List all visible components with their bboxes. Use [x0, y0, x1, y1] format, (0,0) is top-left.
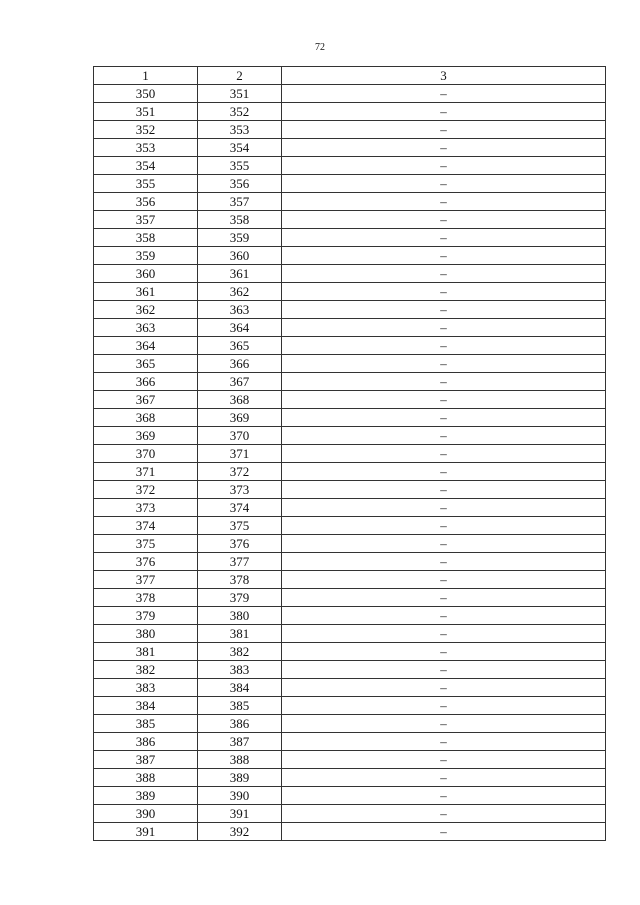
table-cell-col-1: 361: [94, 283, 198, 301]
table-cell-col-2: 356: [198, 175, 282, 193]
table-cell-col-1: 362: [94, 301, 198, 319]
table-row: [94, 643, 606, 661]
table-cell-col-2: 391: [198, 805, 282, 823]
table-cell-col-3: –: [282, 391, 606, 409]
table-row: [94, 733, 606, 751]
table-cell-col-2: 358: [198, 211, 282, 229]
table-cell-col-3: –: [282, 607, 606, 625]
table-cell-col-3: –: [282, 337, 606, 355]
table-cell-col-1: 353: [94, 139, 198, 157]
table-cell-col-3: –: [282, 733, 606, 751]
table-row: [94, 715, 606, 733]
table-row: [94, 787, 606, 805]
table-cell-col-3: –: [282, 247, 606, 265]
table-cell-col-3: –: [282, 85, 606, 103]
table-cell-col-3: –: [282, 535, 606, 553]
table-cell-col-1: 379: [94, 607, 198, 625]
table-cell-col-1: 390: [94, 805, 198, 823]
table-cell-col-1: 364: [94, 337, 198, 355]
table-cell-col-2: 375: [198, 517, 282, 535]
table-cell-col-1: 355: [94, 175, 198, 193]
table-cell-col-1: 381: [94, 643, 198, 661]
table-row: [94, 391, 606, 409]
page-number: 72: [315, 42, 325, 53]
table-row: [94, 481, 606, 499]
table-cell-col-2: 386: [198, 715, 282, 733]
column-header-2: 2: [198, 67, 282, 85]
table-row: [94, 769, 606, 787]
table-cell-col-3: –: [282, 463, 606, 481]
table-cell-col-3: –: [282, 751, 606, 769]
table-cell-col-3: –: [282, 211, 606, 229]
table-cell-col-3: –: [282, 157, 606, 175]
table-cell-col-3: –: [282, 139, 606, 157]
table-cell-col-3: –: [282, 823, 606, 841]
table-cell-col-3: –: [282, 121, 606, 139]
table-cell-col-1: 366: [94, 373, 198, 391]
table-cell-col-3: –: [282, 715, 606, 733]
table-cell-col-3: –: [282, 805, 606, 823]
table-row: [94, 823, 606, 841]
column-header-3: 3: [282, 67, 606, 85]
table-row: [94, 229, 606, 247]
table-cell-col-2: 362: [198, 283, 282, 301]
table-row: [94, 247, 606, 265]
table-cell-col-3: –: [282, 769, 606, 787]
table-cell-col-1: 384: [94, 697, 198, 715]
table-cell-col-3: –: [282, 499, 606, 517]
table-cell-col-3: –: [282, 571, 606, 589]
table-cell-col-2: 372: [198, 463, 282, 481]
table-cell-col-3: –: [282, 409, 606, 427]
table-cell-col-3: –: [282, 319, 606, 337]
table-cell-col-2: 370: [198, 427, 282, 445]
table-cell-col-1: 350: [94, 85, 198, 103]
table-cell-col-2: 389: [198, 769, 282, 787]
table-cell-col-2: 363: [198, 301, 282, 319]
table-row: [94, 589, 606, 607]
table-cell-col-1: 351: [94, 103, 198, 121]
table-row: [94, 85, 606, 103]
table-cell-col-1: 389: [94, 787, 198, 805]
table-cell-col-2: 374: [198, 499, 282, 517]
table-cell-col-2: 352: [198, 103, 282, 121]
table-row: [94, 517, 606, 535]
table-row: [94, 175, 606, 193]
table-row: [94, 661, 606, 679]
table-cell-col-2: 383: [198, 661, 282, 679]
table-cell-col-3: –: [282, 427, 606, 445]
table-cell-col-2: 369: [198, 409, 282, 427]
table-cell-col-2: 378: [198, 571, 282, 589]
table-row: [94, 301, 606, 319]
table-cell-col-3: –: [282, 373, 606, 391]
table-cell-col-1: 375: [94, 535, 198, 553]
table-cell-col-1: 367: [94, 391, 198, 409]
table-row: [94, 571, 606, 589]
table-row: [94, 535, 606, 553]
table-cell-col-1: 357: [94, 211, 198, 229]
table-cell-col-2: 379: [198, 589, 282, 607]
table-cell-col-1: 356: [94, 193, 198, 211]
table-cell-col-3: –: [282, 265, 606, 283]
table-cell-col-3: –: [282, 643, 606, 661]
table-cell-col-1: 373: [94, 499, 198, 517]
table-cell-col-1: 370: [94, 445, 198, 463]
table-cell-col-3: –: [282, 553, 606, 571]
table-cell-col-3: –: [282, 445, 606, 463]
table-row: [94, 121, 606, 139]
table-cell-col-1: 358: [94, 229, 198, 247]
table-row: [94, 157, 606, 175]
table-cell-col-1: 371: [94, 463, 198, 481]
table-cell-col-1: 352: [94, 121, 198, 139]
table-cell-col-2: 357: [198, 193, 282, 211]
table-cell-col-2: 382: [198, 643, 282, 661]
table-cell-col-2: 368: [198, 391, 282, 409]
table-row: [94, 679, 606, 697]
table-cell-col-2: 390: [198, 787, 282, 805]
table-row: [94, 751, 606, 769]
table-cell-col-3: –: [282, 229, 606, 247]
table-row: [94, 319, 606, 337]
table-cell-col-1: 363: [94, 319, 198, 337]
table-cell-col-3: –: [282, 517, 606, 535]
table-row: [94, 607, 606, 625]
table-cell-col-2: 355: [198, 157, 282, 175]
table-cell-col-1: 376: [94, 553, 198, 571]
table-cell-col-1: 360: [94, 265, 198, 283]
table-cell-col-2: 351: [198, 85, 282, 103]
table-cell-col-2: 361: [198, 265, 282, 283]
table-cell-col-2: 392: [198, 823, 282, 841]
table-cell-col-3: –: [282, 679, 606, 697]
table-cell-col-2: 371: [198, 445, 282, 463]
table-cell-col-3: –: [282, 625, 606, 643]
table-row: [94, 373, 606, 391]
table-cell-col-2: 367: [198, 373, 282, 391]
table-cell-col-1: 391: [94, 823, 198, 841]
table-cell-col-2: 377: [198, 553, 282, 571]
table-row: [94, 445, 606, 463]
table-cell-col-1: 369: [94, 427, 198, 445]
table-cell-col-1: 365: [94, 355, 198, 373]
table-row: [94, 463, 606, 481]
table-cell-col-2: 387: [198, 733, 282, 751]
table-cell-col-2: 360: [198, 247, 282, 265]
table-cell-col-1: 368: [94, 409, 198, 427]
table-row: [94, 211, 606, 229]
table-cell-col-3: –: [282, 589, 606, 607]
table-cell-col-3: –: [282, 697, 606, 715]
table-cell-col-3: –: [282, 175, 606, 193]
table-row: [94, 265, 606, 283]
table-cell-col-3: –: [282, 787, 606, 805]
table-cell-col-2: 366: [198, 355, 282, 373]
table-row: [94, 697, 606, 715]
table-cell-col-3: –: [282, 103, 606, 121]
table-cell-col-2: 353: [198, 121, 282, 139]
table-cell-col-2: 373: [198, 481, 282, 499]
table-cell-col-3: –: [282, 481, 606, 499]
table-row: [94, 139, 606, 157]
table-row: [94, 337, 606, 355]
table-cell-col-1: 385: [94, 715, 198, 733]
table-cell-col-2: 388: [198, 751, 282, 769]
table-cell-col-3: –: [282, 193, 606, 211]
table-cell-col-1: 383: [94, 679, 198, 697]
table-cell-col-1: 388: [94, 769, 198, 787]
table-cell-col-1: 380: [94, 625, 198, 643]
table-row: [94, 103, 606, 121]
table-row: [94, 427, 606, 445]
table-row: [94, 193, 606, 211]
table-cell-col-2: 365: [198, 337, 282, 355]
table-row: [94, 355, 606, 373]
table-cell-col-1: 387: [94, 751, 198, 769]
table-cell-col-2: 359: [198, 229, 282, 247]
data-table: [93, 66, 606, 841]
table-cell-col-2: 364: [198, 319, 282, 337]
table-header-row: [94, 67, 606, 85]
table-cell-col-1: 386: [94, 733, 198, 751]
table-cell-col-2: 380: [198, 607, 282, 625]
table-row: [94, 409, 606, 427]
table-cell-col-1: 374: [94, 517, 198, 535]
table-cell-col-1: 378: [94, 589, 198, 607]
table-row: [94, 499, 606, 517]
table-row: [94, 553, 606, 571]
table-cell-col-1: 359: [94, 247, 198, 265]
table-row: [94, 625, 606, 643]
table-row: [94, 805, 606, 823]
table-cell-col-2: 381: [198, 625, 282, 643]
table-cell-col-3: –: [282, 355, 606, 373]
table-cell-col-3: –: [282, 301, 606, 319]
table-cell-col-2: 384: [198, 679, 282, 697]
table-cell-col-3: –: [282, 661, 606, 679]
table-cell-col-2: 376: [198, 535, 282, 553]
table-cell-col-2: 385: [198, 697, 282, 715]
table-cell-col-1: 382: [94, 661, 198, 679]
table-cell-col-1: 372: [94, 481, 198, 499]
column-header-1: 1: [94, 67, 198, 85]
table-cell-col-3: –: [282, 283, 606, 301]
table-cell-col-1: 377: [94, 571, 198, 589]
table-cell-col-2: 354: [198, 139, 282, 157]
table-cell-col-1: 354: [94, 157, 198, 175]
table-row: [94, 283, 606, 301]
table-body: [94, 85, 606, 841]
